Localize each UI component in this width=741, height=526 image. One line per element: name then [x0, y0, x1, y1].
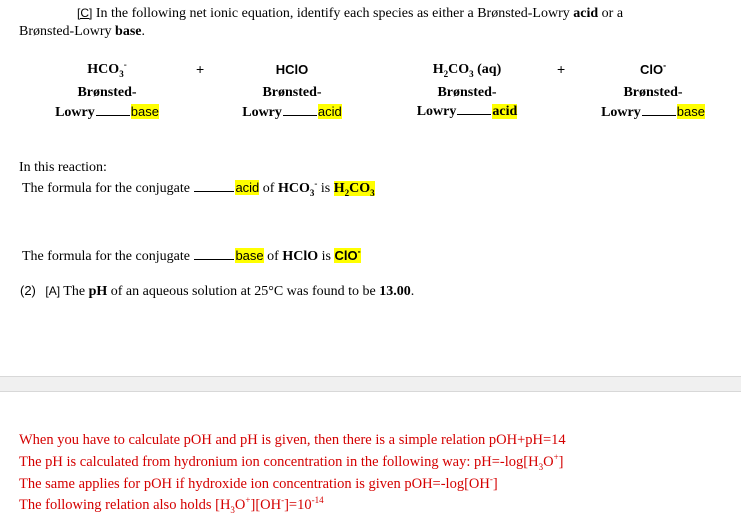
period: . [141, 24, 145, 39]
answer-base-1: base [130, 104, 159, 119]
species-h2co3 [410, 60, 524, 121]
label-bronsted: Brønsted- [262, 85, 322, 100]
answer-acid-2: acid [492, 104, 518, 119]
conj2-species: HClO [282, 249, 319, 264]
plus-sign-1: + [196, 61, 205, 77]
base-word: base [115, 24, 142, 39]
answer-line-h2co3: Lowry acid [416, 104, 518, 119]
answer-line-hclo: Lowry acid [242, 104, 342, 120]
answer-line-clo: Lowry base [601, 104, 705, 120]
answer-acid-1: acid [317, 104, 342, 119]
conjugate-base-line: The formula for the conjugate base of HClO is ClO- [22, 246, 361, 264]
explanation-line-2: The pH is calculated from hydronium ion concentration in the following way: $pH=-\log[H_3O^+]$ [19, 452, 564, 472]
conj1-result: $H_2CO_3$ [333, 181, 375, 198]
question-c-line2 [19, 24, 145, 40]
answer-base-2: base [676, 104, 705, 119]
species-hclo [236, 60, 348, 122]
label-bronsted: Brønsted- [623, 85, 683, 100]
explanation-line-1: When you have to calculate pOH and pH is given, then there is a simple relation pOH+pH=14 [19, 432, 566, 448]
question-2-number: (2) [20, 283, 36, 298]
question-c-line2-text: Brønsted-Lowry [19, 24, 116, 39]
answer-conjugate-acid: acid [235, 180, 260, 195]
plus-sign-2: + [557, 61, 566, 77]
question-c-label: [C] [77, 6, 93, 20]
formula-hclo: HClO [275, 62, 309, 77]
explanation-line-4: The following relation also holds $[H_3O^+][OH^-]=10^{-14}$ [19, 495, 324, 515]
question-c-line1 [77, 6, 623, 22]
conj2-result: ClO- [334, 246, 361, 263]
question-c-text-end: or a [598, 6, 624, 21]
label-bronsted: Brønsted- [77, 85, 137, 100]
label-bronsted: Brønsted- [437, 85, 497, 100]
explanation-line-3: The same applies for pOH if hydroxide ion concentration is given pOH=-log[OH-] [19, 474, 498, 492]
species-hco3 [52, 60, 162, 122]
section-divider [0, 376, 741, 392]
conj1-species: $HCO_3^-$ [277, 178, 318, 198]
formula-clo: ClO- [639, 60, 667, 77]
question-2-line: (2) [A] The pH of an aqueous solution at 25°C was found to be 13.00. [20, 283, 415, 299]
answer-line-hco3: Lowry base [55, 104, 159, 120]
conjugate-acid-line: The formula for the conjugate acid of $HCO_3^-$ is $H_2CO_3$ [22, 178, 375, 198]
formula-hco3: $HCO_3^-$ [87, 59, 127, 79]
answer-conjugate-base: base [235, 248, 264, 263]
question-c-text: In the following net ionic equation, identify each species as either a Brønsted-Lowry [92, 6, 574, 21]
reaction-intro: In this reaction: [19, 160, 107, 175]
formula-h2co3: $H_2CO_3$ (aq) [432, 62, 502, 79]
question-2-label: [A] [45, 284, 61, 298]
species-clo [596, 60, 710, 122]
ph-value: 13.00 [379, 284, 411, 299]
acid-word: acid [573, 6, 599, 21]
